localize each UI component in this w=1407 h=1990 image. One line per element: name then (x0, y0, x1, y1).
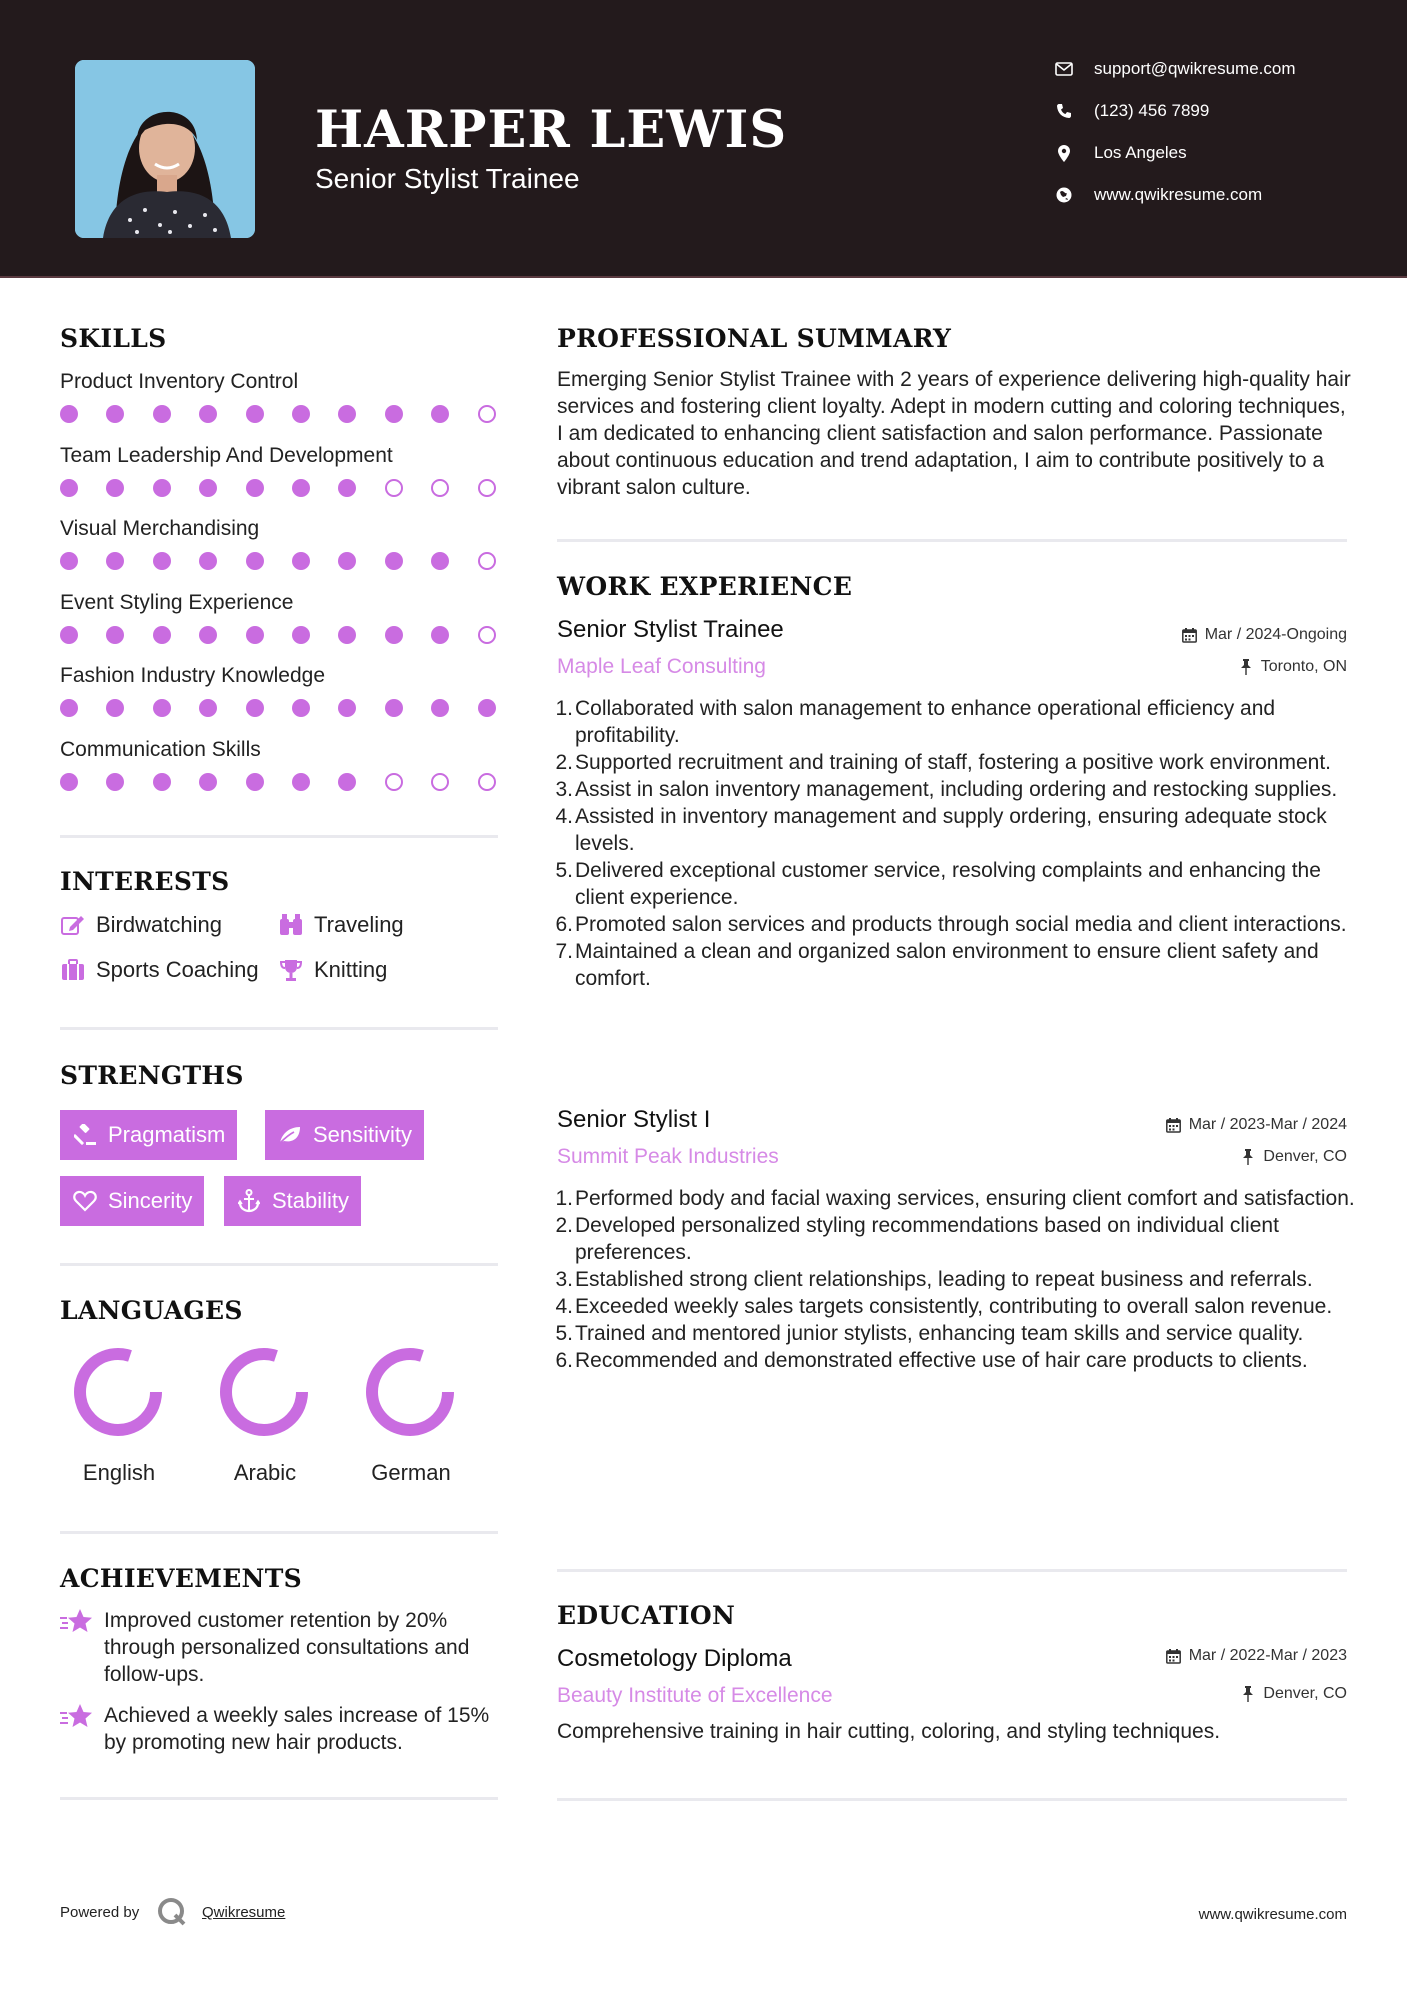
language-name: German (371, 1460, 451, 1485)
strength-badge: Stability (224, 1176, 361, 1226)
rating-dot-filled (246, 479, 264, 497)
rating-dot-filled (153, 552, 171, 570)
list-number: 4. (555, 1295, 573, 1318)
strength-badge: Sensitivity (265, 1110, 424, 1160)
interest-item: Knitting (278, 955, 387, 985)
language-proficiency-ring (366, 1348, 454, 1436)
achievement-item: Achieved a weekly sales increase of 15% by promoting new hair products. (60, 1702, 510, 1756)
phone-icon (1052, 99, 1076, 123)
rating-dot-empty (431, 773, 449, 791)
briefcase-icon (60, 957, 86, 983)
rating-dot-filled (153, 405, 171, 423)
list-number: 1. (555, 1187, 573, 1210)
candidate-name: HARPER LEWIS (315, 100, 788, 160)
rating-dot-filled (478, 699, 496, 717)
rating-dot-filled (385, 405, 403, 423)
map-pin-icon (1052, 141, 1076, 165)
skills-heading: SKILLS (60, 324, 167, 353)
achievements-heading: ACHIEVEMENTS (60, 1564, 302, 1593)
strength-badge: Pragmatism (60, 1110, 237, 1160)
contact-location-text: Los Angeles (1094, 143, 1187, 162)
responsibility-item: 2. Supported recruitment and training of staff, fostering a positive work environment. (557, 749, 1357, 776)
list-number: 5. (555, 1322, 573, 1345)
rating-dot-filled (431, 552, 449, 570)
responsibility-item: 3. Assist in salon inventory management, including ordering and restocking supplies. (557, 776, 1357, 803)
skill-name: Team Leadership And Development (60, 443, 393, 467)
strengths-heading: STRENGTHS (60, 1061, 244, 1090)
list-number: 2. (555, 751, 573, 774)
skill-name: Event Styling Experience (60, 590, 294, 614)
list-number: 2. (555, 1214, 573, 1237)
responsibility-item: 1. Collaborated with salon management to enhance operational efficiency and profitability. (557, 695, 1357, 749)
list-number: 7. (555, 940, 573, 963)
trophy-icon (278, 957, 304, 983)
rating-dot-filled (292, 699, 310, 717)
rating-dot-filled (338, 405, 356, 423)
heart-icon (72, 1188, 98, 1214)
rating-dot-filled (431, 626, 449, 644)
envelope-icon (1052, 57, 1076, 81)
job-title: Senior Stylist I (557, 1106, 711, 1133)
rating-dot-filled (199, 405, 217, 423)
rating-dot-filled (199, 773, 217, 791)
job-title: Senior Stylist Trainee (557, 616, 784, 643)
rating-dot-filled (246, 699, 264, 717)
responsibility-item: 4. Exceeded weekly sales targets consistently, contributing to overall salon revenue. (557, 1293, 1357, 1320)
degree-title: Cosmetology Diploma (557, 1645, 792, 1672)
rating-dot-filled (199, 626, 217, 644)
responsibility-item: 6. Recommended and demonstrated effective use of hair care products to clients. (557, 1347, 1357, 1374)
rating-dot-filled (60, 552, 78, 570)
rating-dot-filled (106, 773, 124, 791)
job-dates: Mar / 2024-Ongoing (1181, 626, 1347, 644)
interest-item: Birdwatching (60, 910, 222, 940)
rating-dot-filled (292, 405, 310, 423)
skill-rating (60, 625, 500, 645)
rating-dot-filled (246, 405, 264, 423)
rating-dot-filled (106, 479, 124, 497)
rating-dot-empty (385, 773, 403, 791)
contact-email[interactable] (1052, 54, 1382, 84)
contact-location (1052, 138, 1382, 168)
rating-dot-filled (338, 626, 356, 644)
list-number: 3. (555, 1268, 573, 1291)
contact-website-text: www.qwikresume.com (1094, 185, 1263, 204)
responsibility-item: 4. Assisted in inventory management and supply ordering, ensuring adequate stock levels. (557, 803, 1357, 857)
section-divider (60, 835, 498, 838)
section-divider (60, 1531, 498, 1534)
rating-dot-filled (292, 773, 310, 791)
responsibility-item: 3. Established strong client relationships, leading to repeat business and referrals. (557, 1266, 1357, 1293)
star-icon (60, 1607, 94, 1637)
language-item (210, 1348, 320, 1498)
rating-dot-filled (106, 405, 124, 423)
achievement-item: Improved customer retention by 20% through personalized consultations and follow-ups. (60, 1607, 510, 1688)
rating-dot-filled (338, 773, 356, 791)
rating-dot-filled (199, 552, 217, 570)
contact-phone-text: (123) 456 7899 (1094, 101, 1210, 120)
rating-dot-filled (338, 552, 356, 570)
interests-heading: INTERESTS (60, 867, 230, 896)
section-divider (60, 1263, 498, 1266)
rating-dot-filled (338, 479, 356, 497)
qwikresume-logo-icon (157, 1897, 187, 1927)
footer-website[interactable]: www.qwikresume.com (1198, 1906, 1347, 1923)
rating-dot-filled (292, 626, 310, 644)
job-location: Denver, CO (1239, 1148, 1347, 1166)
rating-dot-empty (478, 773, 496, 791)
skill-rating (60, 772, 500, 792)
section-divider (60, 1797, 498, 1800)
rating-dot-filled (385, 626, 403, 644)
rating-dot-filled (60, 773, 78, 791)
language-name: English (82, 1460, 156, 1485)
summary-heading: PROFESSIONAL SUMMARY (557, 324, 952, 353)
rating-dot-filled (153, 626, 171, 644)
rating-dot-filled (385, 699, 403, 717)
job-responsibilities (557, 695, 1357, 992)
rating-dot-filled (153, 479, 171, 497)
interest-item: Traveling (278, 910, 404, 940)
education-heading: EDUCATION (557, 1601, 736, 1630)
rating-dot-filled (338, 699, 356, 717)
language-item (356, 1348, 466, 1498)
rating-dot-filled (246, 626, 264, 644)
rating-dot-filled (106, 699, 124, 717)
rating-dot-filled (60, 699, 78, 717)
rating-dot-filled (431, 699, 449, 717)
globe-icon (1052, 183, 1076, 207)
company-name: Maple Leaf Consulting (557, 655, 766, 678)
skill-name: Product Inventory Control (60, 370, 299, 393)
responsibility-item: 2. Developed personalized styling recommendations based on individual client preferences. (557, 1212, 1357, 1266)
skill-name: Fashion Industry Knowledge (60, 664, 325, 687)
education-dates: Mar / 2022-Mar / 2023 (1165, 1647, 1347, 1665)
rating-dot-filled (385, 552, 403, 570)
job-dates: Mar / 2023-Mar / 2024 (1165, 1116, 1347, 1134)
list-number: 3. (555, 778, 573, 801)
rating-dot-filled (60, 405, 78, 423)
language-proficiency-ring (74, 1348, 162, 1436)
education-description: Comprehensive training in hair cutting, coloring, and styling techniques. (557, 1720, 1221, 1743)
pushpin-icon (1239, 1148, 1257, 1166)
list-number: 5. (555, 859, 573, 882)
rating-dot-filled (292, 479, 310, 497)
skill-name: Communication Skills (60, 737, 261, 761)
rating-dot-filled (199, 699, 217, 717)
list-number: 4. (555, 805, 573, 828)
rating-dot-empty (431, 479, 449, 497)
contact-email-text: support@qwikresume.com (1094, 59, 1296, 78)
job-location: Toronto, ON (1237, 658, 1347, 676)
company-name: Summit Peak Industries (557, 1145, 779, 1168)
rating-dot-empty (478, 552, 496, 570)
anchor-icon (236, 1188, 262, 1214)
experience-heading: WORK EXPERIENCE (557, 572, 853, 601)
powered-by-label: Powered by (60, 1904, 140, 1921)
responsibility-item: 5. Trained and mentored junior stylists, enhancing team skills and service quality. (557, 1320, 1357, 1347)
school-name: Beauty Institute of Excellence (557, 1684, 833, 1707)
rating-dot-filled (292, 552, 310, 570)
language-name: Arabic (233, 1460, 297, 1485)
rating-dot-filled (60, 479, 78, 497)
rating-dot-filled (106, 626, 124, 644)
language-item (64, 1348, 174, 1498)
rating-dot-filled (431, 405, 449, 423)
section-divider (557, 1798, 1347, 1801)
language-proficiency-ring (220, 1348, 308, 1436)
summary-text: Emerging Senior Stylist Trainee with 2 years of experience delivering high-quality hair services and fostering client loyalty. Adept in modern cutting and coloring techniques, I am dedicated to enhancing client satisfaction and salon performance. Passionate about continuous education and trend adaptation, I aim to contribute positively to a vibrant salon culture. (557, 368, 1351, 499)
rating-dot-empty (478, 626, 496, 644)
list-number: 6. (555, 913, 573, 936)
contact-website[interactable] (1052, 180, 1382, 210)
leaf-icon (277, 1122, 303, 1148)
calendar-icon (1165, 1116, 1183, 1134)
rating-dot-empty (478, 479, 496, 497)
gavel-icon (72, 1122, 98, 1148)
qwikresume-link[interactable]: Qwikresume (202, 1904, 286, 1921)
skill-name: Visual Merchandising (60, 517, 260, 540)
binoculars-icon (278, 912, 304, 938)
education-location: Denver, CO (1239, 1685, 1347, 1703)
rating-dot-filled (246, 552, 264, 570)
rating-dot-filled (153, 699, 171, 717)
star-icon (60, 1702, 94, 1732)
section-divider (60, 1027, 498, 1030)
strength-badge: Sincerity (60, 1176, 204, 1226)
calendar-icon (1181, 626, 1199, 644)
list-number: 6. (555, 1349, 573, 1372)
responsibility-item: 1. Performed body and facial waxing services, ensuring client comfort and satisfaction. (557, 1185, 1357, 1212)
rating-dot-filled (246, 773, 264, 791)
languages-heading: LANGUAGES (60, 1296, 243, 1325)
rating-dot-filled (60, 626, 78, 644)
contact-phone[interactable] (1052, 96, 1382, 126)
responsibility-item: 6. Promoted salon services and products through social media and client interactions. (557, 911, 1357, 938)
pushpin-icon (1239, 1685, 1257, 1703)
list-number: 1. (555, 697, 573, 720)
skill-rating (60, 551, 500, 571)
skill-rating (60, 698, 500, 718)
responsibility-item: 5. Delivered exceptional customer service, resolving complaints and enhancing the client experience. (557, 857, 1357, 911)
candidate-title: Senior Stylist Trainee (315, 163, 580, 194)
edit-icon (60, 912, 86, 938)
rating-dot-empty (385, 479, 403, 497)
rating-dot-filled (106, 552, 124, 570)
calendar-icon (1165, 1647, 1183, 1665)
rating-dot-filled (153, 773, 171, 791)
header-divider (0, 276, 1407, 278)
job-responsibilities (557, 1185, 1357, 1374)
interest-item: Sports Coaching (60, 955, 259, 985)
rating-dot-filled (199, 479, 217, 497)
profile-photo (75, 60, 255, 238)
section-divider (557, 539, 1347, 542)
pushpin-icon (1237, 658, 1255, 676)
rating-dot-empty (478, 405, 496, 423)
responsibility-item: 7. Maintained a clean and organized salon environment to ensure client safety and comfort. (557, 938, 1357, 992)
skill-rating (60, 404, 500, 424)
section-divider (557, 1569, 1347, 1572)
skill-rating (60, 478, 500, 498)
